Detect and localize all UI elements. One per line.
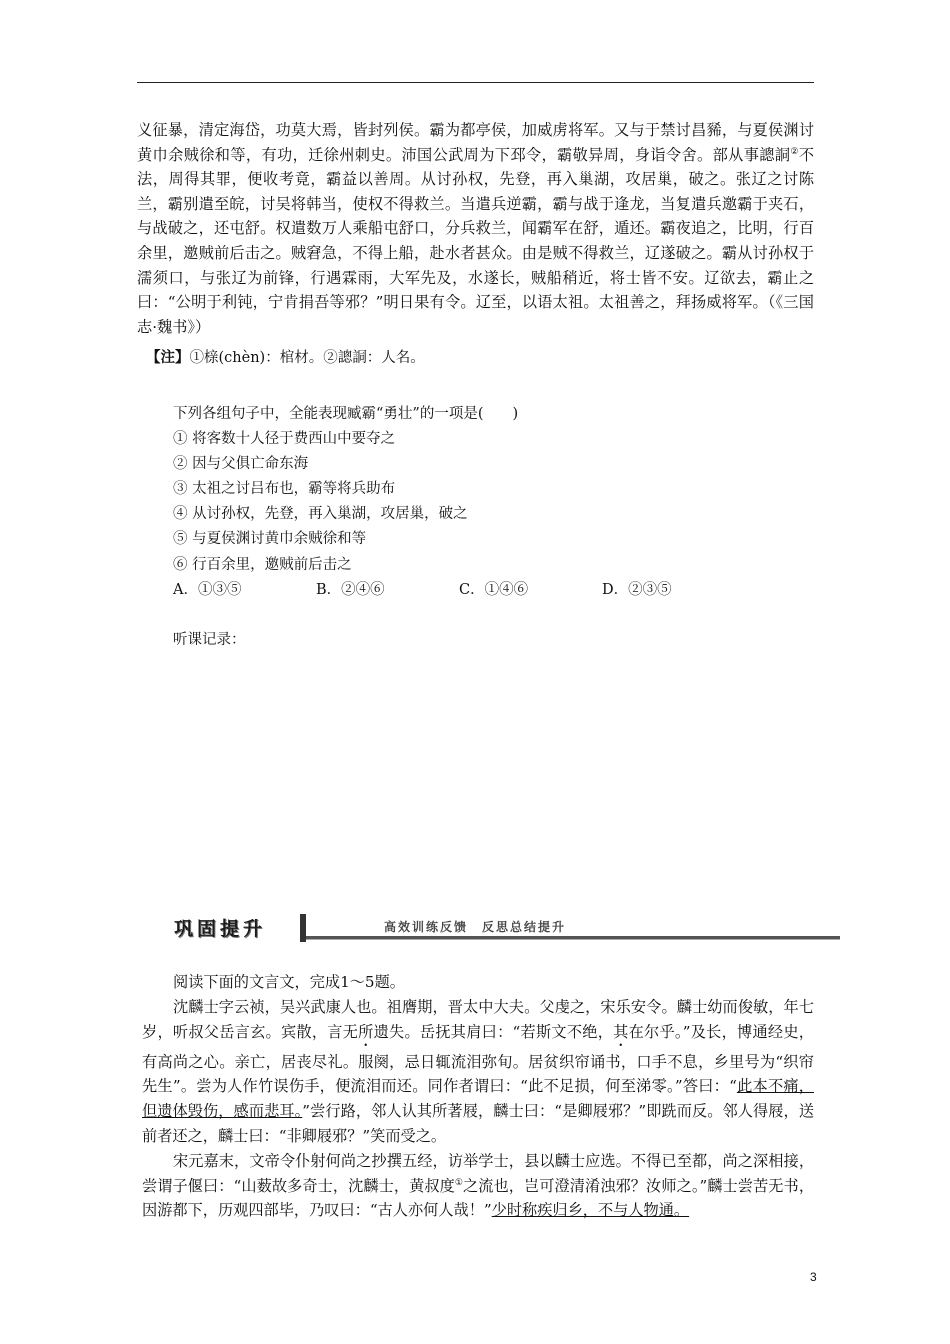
banner-rule bbox=[306, 936, 840, 940]
emphasis-char: 所 bbox=[358, 1022, 374, 1041]
page-number: 3 bbox=[810, 1270, 817, 1284]
lecture-record-label: 听课记录： bbox=[173, 632, 246, 648]
footnote-marker: ① bbox=[454, 1177, 464, 1188]
emphasis-char: 其 bbox=[613, 1022, 629, 1041]
choice-d: D．②③⑤ bbox=[602, 581, 672, 598]
question-stem: 下列各组句子中，全能表现臧霸“勇壮”的一项是( ) bbox=[173, 406, 519, 422]
question-block bbox=[173, 402, 813, 603]
question-item: ⑥ 行百余里，邀贼前后击之 bbox=[173, 556, 352, 573]
note-tag: 【注】 bbox=[146, 349, 190, 366]
section-banner bbox=[172, 912, 840, 944]
choice-a: A．①③⑤ bbox=[173, 581, 242, 598]
question-item: ⑤ 与夏侯渊讨黄巾余贼徐和等 bbox=[173, 531, 367, 548]
question-item: ③ 太祖之讨吕布也，霸等将兵助布 bbox=[173, 481, 396, 498]
note-text: ①榇(chèn)：棺材。②謥詷：人名。 bbox=[189, 350, 425, 366]
classical-passage bbox=[137, 118, 814, 339]
reading-section bbox=[142, 970, 814, 1223]
underlined-sentence: 此本不痛，但遗体毁伤，感而悲耳。 bbox=[142, 1077, 814, 1121]
answer-choices bbox=[173, 578, 813, 603]
question-item: ② 因与父俱亡命东海 bbox=[173, 456, 309, 473]
annotation-note bbox=[146, 347, 806, 369]
question-item: ④ 从讨孙权，先登，再入巢湖，攻居巢，破之 bbox=[173, 506, 468, 523]
reading-instruction: 阅读下面的文言文，完成1～5题。 bbox=[173, 973, 405, 991]
question-item: ① 将客数十人径于费西山中要夺之 bbox=[173, 431, 396, 448]
footnote-marker: ② bbox=[790, 146, 799, 157]
choice-c: C．①④⑥ bbox=[459, 581, 529, 598]
underlined-sentence: 少时称疾归乡，不与人物通。 bbox=[491, 1201, 690, 1220]
passage-text: 义征暴，清定海岱，功莫大焉，皆封列侯。霸为都亭侯，加威虏将军。又与于禁讨昌豨，与夏侯渊讨黄巾余贼徐和等，有功，迁徐州刺史。沛国公武周为下邳令，霸敬异周，身诣令舍。部从事謥詷②不法，周得其罪，便收考竟，霸益以善周。从讨孙权，先登，再入巢湖，攻居巢，破之。张辽之讨陈兰，霸别遣至皖，讨吴将韩当，使权不得救兰。当遣兵逆霸，霸与战于逢龙，当复遣兵邀霸于夹石，与战破之，还屯舒。权遣数万人乘船屯舒口，分兵救兰，闻霸军在舒，遁还。霸夜追之，比明，行百余里，邀贼前后击之。贼窘急，不得上船，赴水者甚众。由是贼不得救兰，辽遂破之。霸从讨孙权于濡须口，与张辽为前锋，行遇霖雨，大军先及，水遂长，贼船稍近，将士皆不安。辽欲去，霸止之曰：“公明于利钝，宁肯捐吾等邪？”明日果有令。辽至，以语太祖。太祖善之，拜扬威将军。（《三国志·魏书》） bbox=[137, 121, 814, 336]
banner-subtitle: 高效训练反馈 反思总结提升 bbox=[384, 920, 567, 934]
choice-b: B．②④⑥ bbox=[316, 581, 385, 598]
banner-title: 巩固提升 bbox=[174, 918, 267, 940]
header-rule bbox=[137, 82, 814, 83]
reading-paragraph-2: 宋元嘉末，文帝令仆射何尚之抄撰五经，访举学士，县以麟士应选。不得已至都，尚之深相接，尝谓子偃曰：“山薮故多奇士，沈麟士，黄叔度①之流也，岂可澄清淆浊邪？汝师之。”麟士尝苦无书，因游都下，历观四部毕，乃叹曰：“古人亦何人哉！”少时称疾归乡，不与人物通。 bbox=[142, 1151, 815, 1220]
reading-paragraph-1: 沈麟士字云祯，吴兴武康人也。祖膺期，晋太中大夫。父虔之，宋乐安令。麟士幼而俊敏，年七岁，听叔父岳言玄。宾散，言无所遗失。岳抚其肩曰：“若斯文不绝，其在尔乎。”及长，博通经史，有高尚之心。亲亡，居丧尽礼。服阕，忌日辄流泪弥旬。居贫织帘诵书，口手不息，乡里号为“织帘先生”。尝为人作竹误伤手，便流泪而还。同作者谓曰：“此不足损，何至涕零。”答曰：“此本不痛，但遗体毁伤，感而悲耳。”尝行路，邻人认其所著屐，麟士曰：“是卿屐邪？”即跣而反。邻人得屐，送前者还之，麟士曰：“非卿屐邪？”笑而受之。 bbox=[142, 997, 815, 1145]
